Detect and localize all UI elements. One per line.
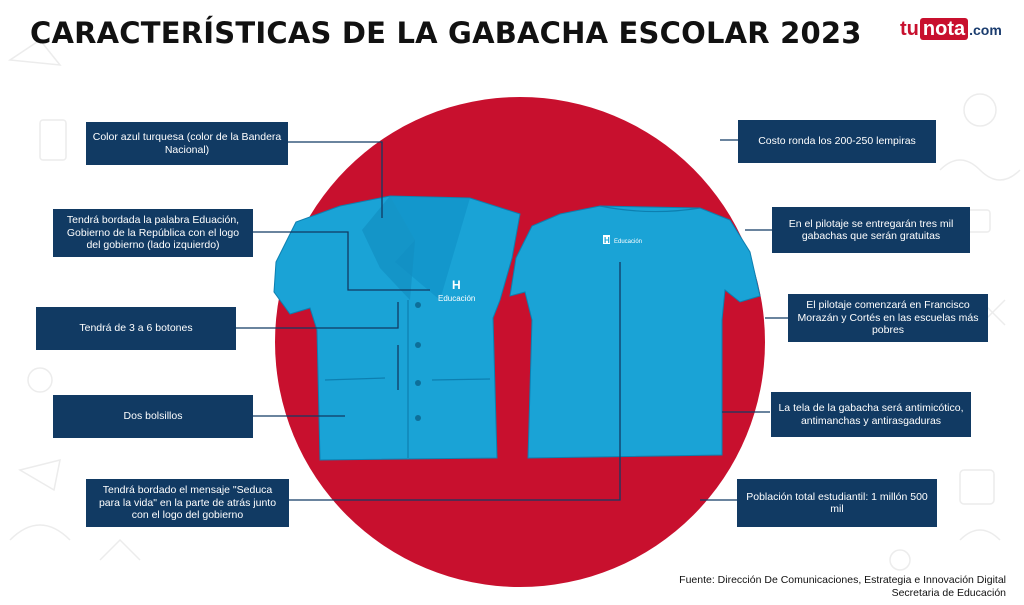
note-pilot-location: El pilotaje comenzará en Francisco Morazán y Cortés en las escuelas más pobres	[788, 294, 988, 342]
shirt-front-text: Educación	[438, 294, 476, 303]
note-buttons: Tendrá de 3 a 6 botones	[36, 307, 236, 350]
shirt-back-mark: H	[604, 236, 610, 245]
note-embroidery-front: Tendrá bordada la palabra Eduación, Gobierno de la República con el logo del gobierno (lado izquierdo)	[53, 209, 253, 257]
source-line-2: Secretaria de Educación	[891, 586, 1006, 599]
source-credit	[679, 574, 1006, 599]
note-embroidery-back: Tendrá bordado el mensaje "Seduca para la vida" en la parte de atrás junto con el logo del gobierno	[86, 479, 289, 527]
note-population: Población total estudiantil: 1 millón 500 mil	[737, 479, 937, 527]
note-pilot-quantity: En el pilotaje se entregarán tres mil gabachas que serán gratuitas	[772, 207, 970, 253]
logo-part-2: nota	[920, 18, 968, 40]
page-title: CARACTERÍSTICAS DE LA GABACHA ESCOLAR 2023	[30, 16, 862, 50]
note-cost: Costo ronda los 200-250 lempiras	[738, 120, 936, 163]
shirt-back-text: Educación	[614, 239, 643, 245]
logo-part-1: tu	[900, 18, 919, 40]
shirt-front-mark: H	[452, 278, 461, 292]
note-color: Color azul turquesa (color de la Bandera Nacional)	[86, 122, 288, 165]
note-pockets: Dos bolsillos	[53, 395, 253, 438]
shirt-back	[510, 206, 760, 458]
logo-part-3: .com	[969, 22, 1002, 38]
source-line-1: Fuente: Dirección De Comunicaciones, Estrategia e Innovación Digital	[679, 574, 1006, 586]
note-fabric: La tela de la gabacha será antimicótico, antimanchas y antirasgaduras	[771, 392, 971, 437]
